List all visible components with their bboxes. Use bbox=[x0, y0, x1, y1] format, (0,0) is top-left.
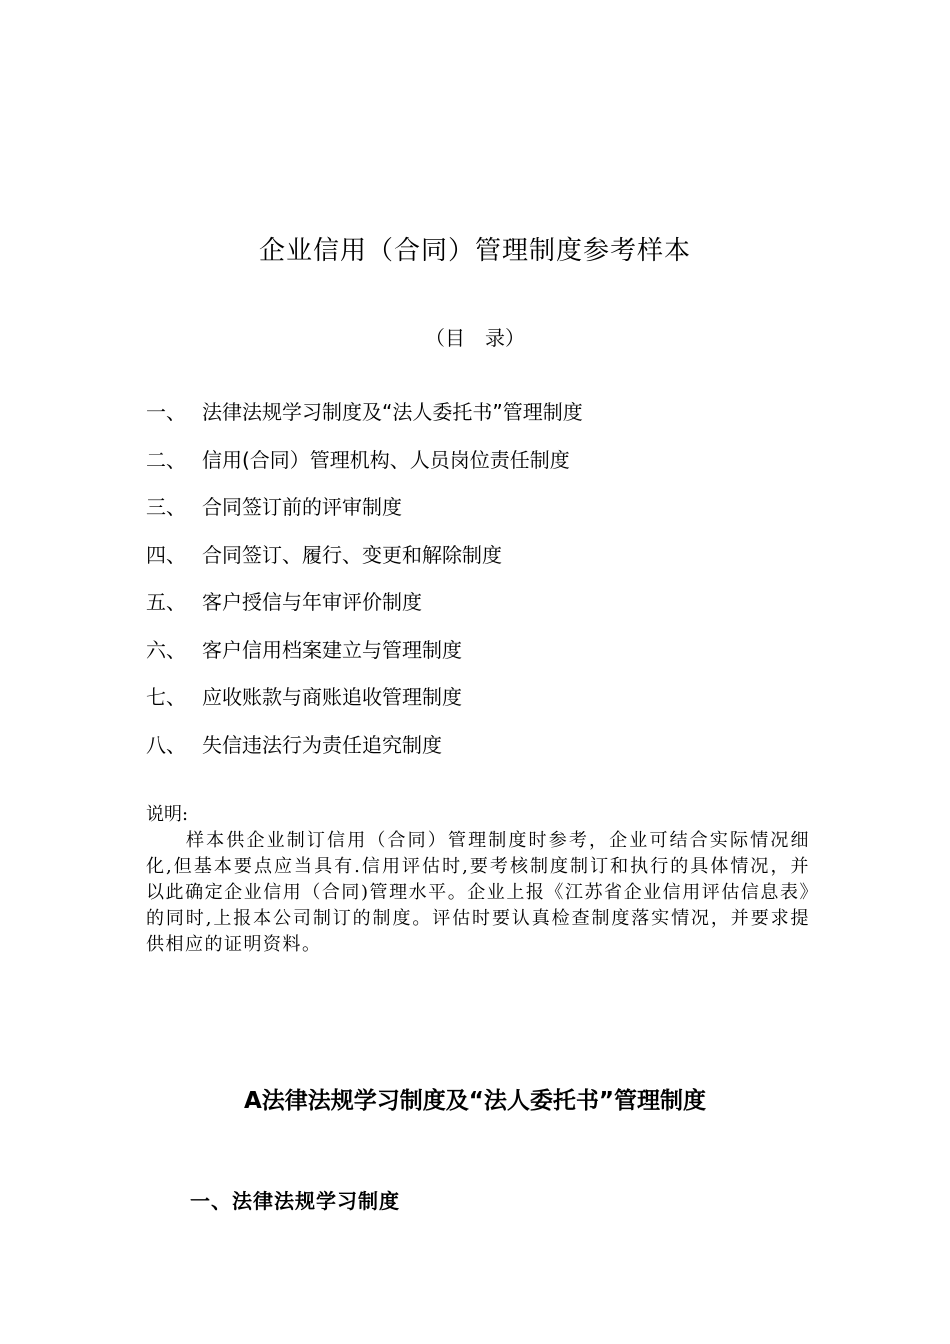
toc-item-number: 四、 bbox=[146, 542, 186, 567]
toc-item bbox=[146, 729, 583, 777]
table-of-contents bbox=[146, 396, 583, 776]
toc-item-text: 客户授信与年审评价制度 bbox=[202, 590, 422, 614]
note-label: 说明: bbox=[146, 804, 189, 825]
toc-item-text: 客户信用档案建立与管理制度 bbox=[202, 637, 462, 662]
section-title: A法律法规学习制度及“法人委托书”管理制度 bbox=[243, 1088, 707, 1114]
note-body: 样本供企业制订信用（合同）管理制度时参考，企业可结合实际情况细化,但基本要点应当具有.信用评估时,要考核制度制订和执行的具体情况，并以此确定企业信用（合同)管理水平。企业上报《江苏省企业信用评估信息表》的同时,上报本公司制订的制度。评估时要认真检查制度落实情况，并要求提供相应的证明资料。 bbox=[146, 830, 810, 955]
toc-item-text: 失信违法行为责任追究制度 bbox=[202, 732, 442, 757]
toc-item-number: 一、 bbox=[146, 400, 186, 424]
toc-item-text: 信用(合同）管理机构、人员岗位责任制度 bbox=[202, 447, 570, 472]
explanation-note bbox=[146, 802, 810, 958]
toc-item-number: 五、 bbox=[146, 590, 186, 614]
toc-item-text: 法律法规学习制度及“法人委托书”管理制度 bbox=[202, 400, 583, 424]
toc-item-number: 二、 bbox=[146, 447, 186, 472]
toc-item bbox=[146, 634, 583, 682]
toc-item bbox=[146, 491, 583, 539]
document-title: 企业信用（合同）管理制度参考样本 bbox=[258, 236, 691, 266]
toc-heading: （目 录） bbox=[425, 326, 525, 350]
toc-item-number: 七、 bbox=[146, 685, 186, 709]
toc-item-text: 合同签订、履行、变更和解除制度 bbox=[202, 542, 502, 567]
toc-item-number: 八、 bbox=[146, 732, 186, 757]
toc-item bbox=[146, 586, 583, 634]
toc-item bbox=[146, 396, 583, 444]
toc-item-number: 三、 bbox=[146, 495, 186, 519]
toc-item-text: 合同签订前的评审制度 bbox=[202, 495, 402, 519]
toc-item bbox=[146, 444, 583, 492]
toc-item bbox=[146, 539, 583, 587]
toc-item bbox=[146, 681, 583, 729]
toc-item-number: 六、 bbox=[146, 637, 186, 662]
toc-item-text: 应收账款与商账追收管理制度 bbox=[202, 685, 462, 709]
subsection-title: 一、法律法规学习制度 bbox=[190, 1189, 400, 1213]
